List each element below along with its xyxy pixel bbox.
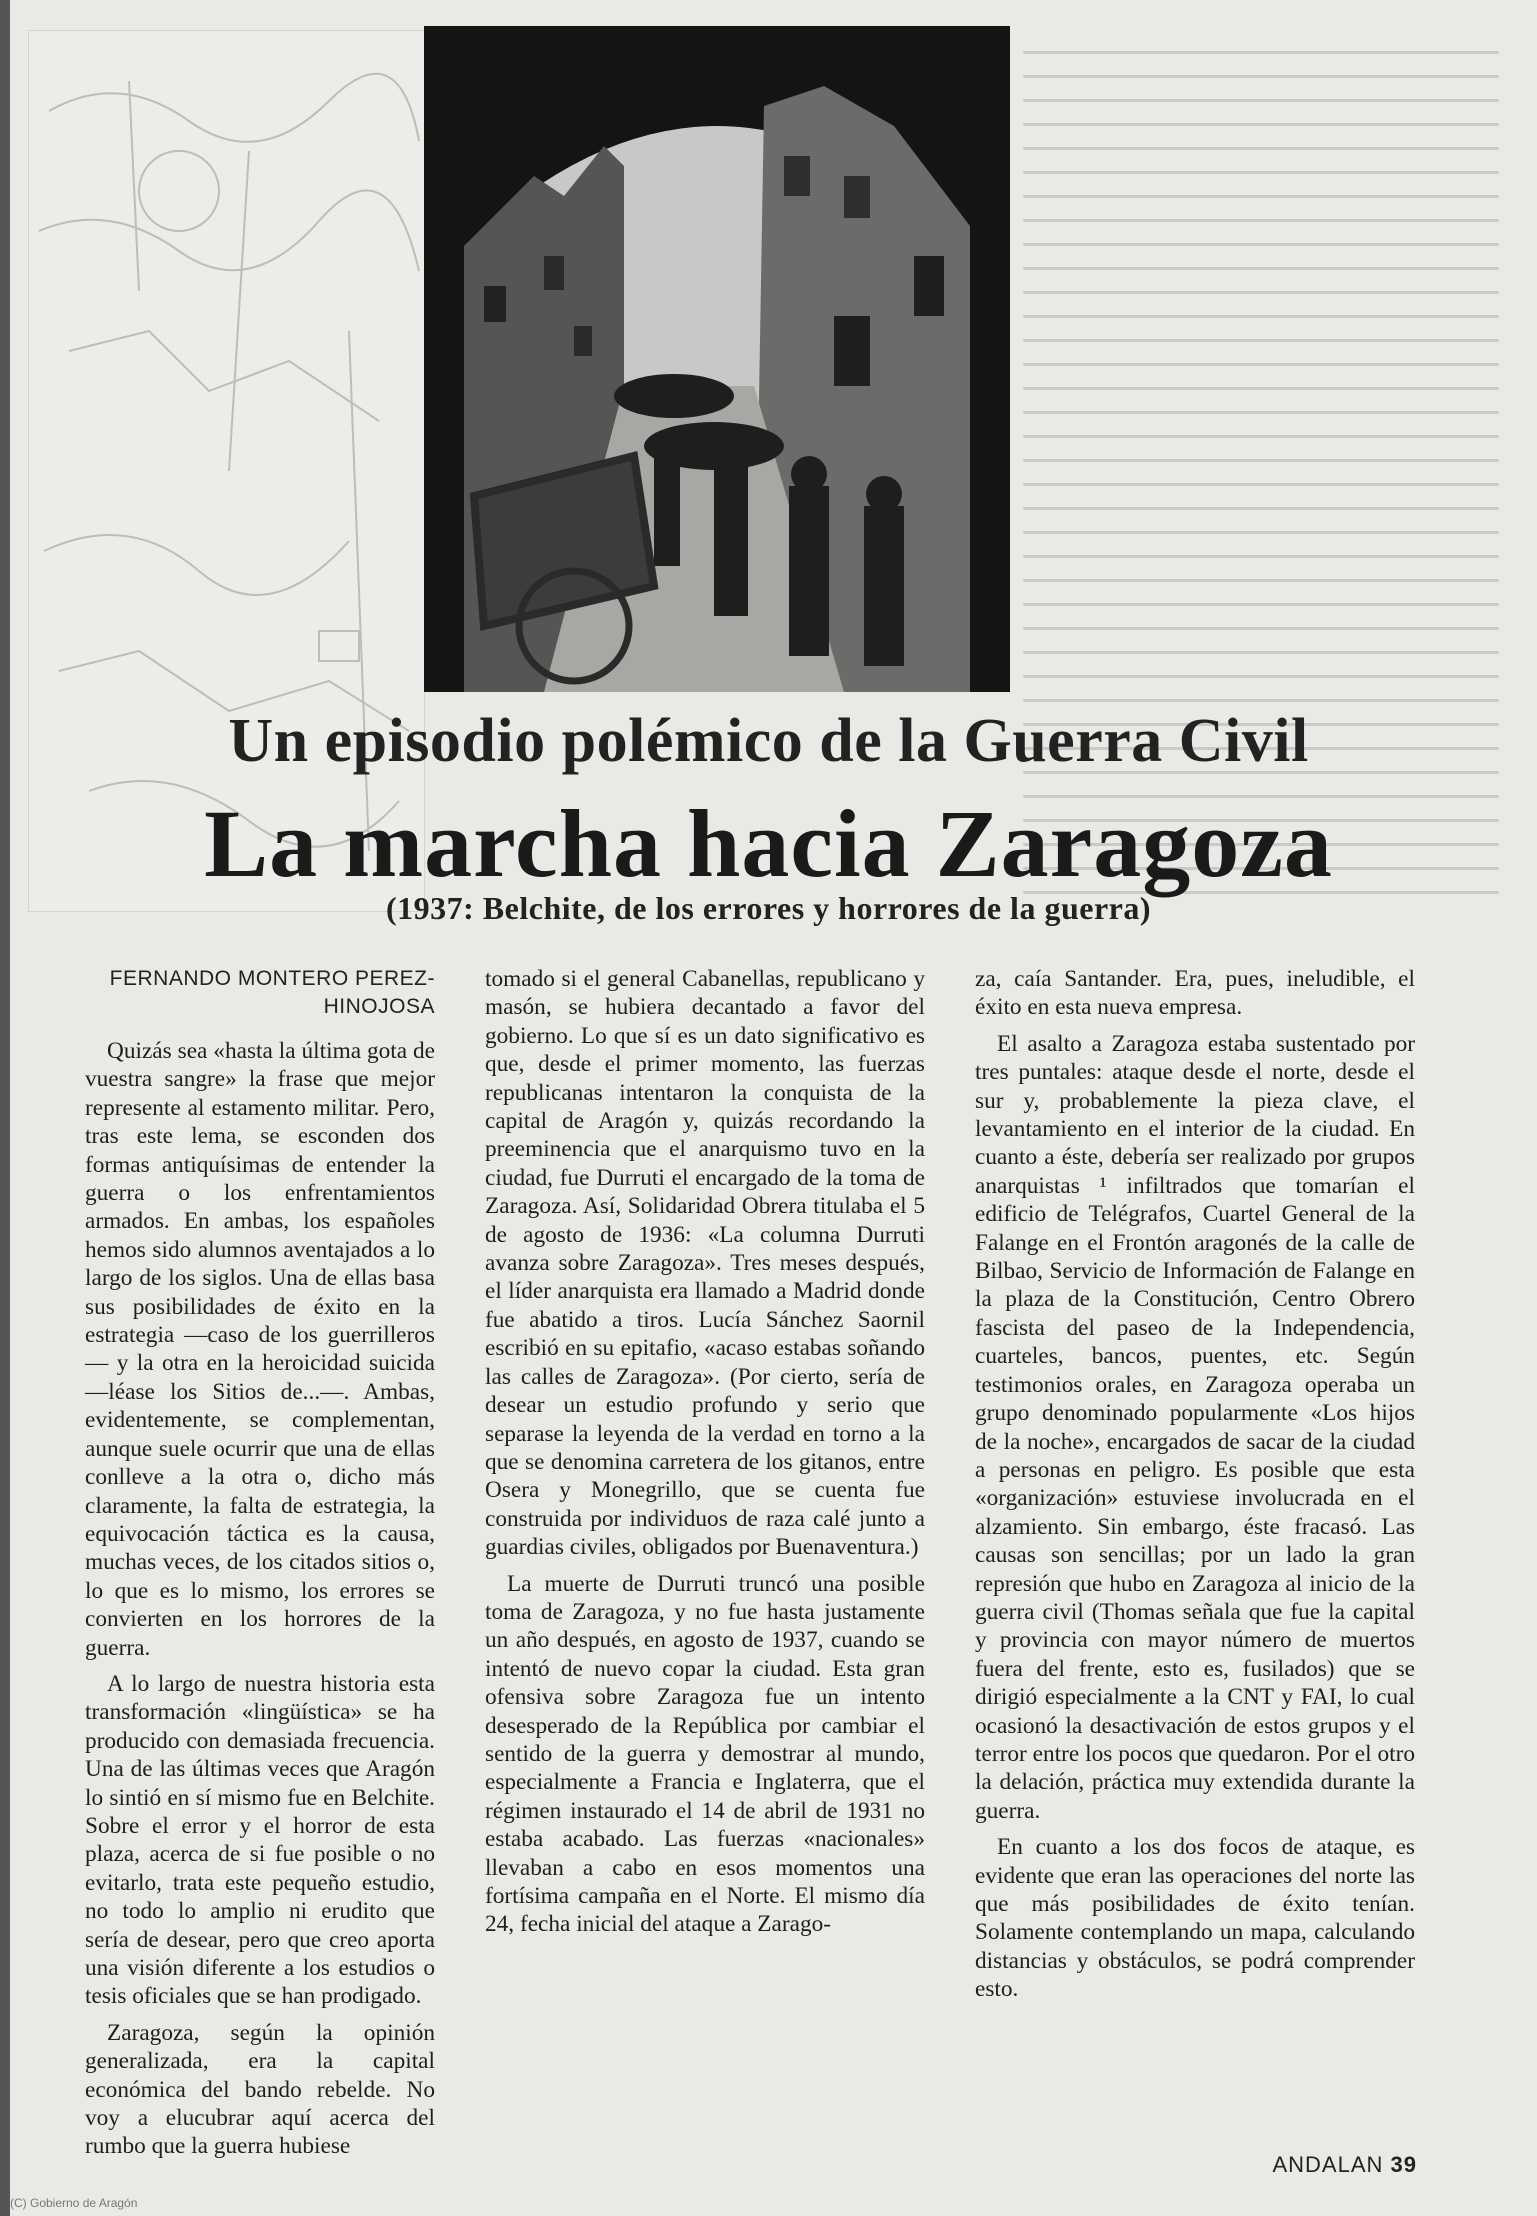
paragraph: za, caía Santander. Era, pues, ineludible, el éxito en esta nueva empresa. [975,966,1415,1021]
kicker: Un episodio polémico de la Guerra Civil [228,707,1309,775]
paragraph: El asalto a Zaragoza estaba sustentado por tres puntales: ataque desde el norte, desde el sur y, probablemente la pieza clave, el levantamiento en el interior de la ciudad. En cuanto a éste, debería ser realizado por grupos anarquistas ¹ infiltrados que tomarían el edificio de Telégrafos, Cuartel General de la Falange en el Frontón aragonés de la calle de Bilbao, Servicio de Información de Falange en la plaza de la Constitución, Centro Obrero fascista del paseo de la Independencia, cuarteles, bancos, puentes, etc. Según testimonios orales, en Zaragoza operaba un grupo denominado popularmente «Los hijos de la noche», encargados de sacar de la ciudad a personas en peligro. Es posible que esta «organización» estuviese involucrada en el alzamiento. Sin embargo, éste fracasó. Las causas son sencillas; por un lado la gran represión que hubo en Zaragoza al inicio de la guerra civil (Thomas señala que fue la capital y provincia con mayor número de muertos fuera del frente, esto es, fusilados) que se dirigió especialmente a la CNT y FAI, lo cual ocasionó la desactivación de estos grupos y el terror entre los pocos que quedaron. Por el otro la delación, práctica muy extendida durante la guerra. [975,1030,1415,1824]
byline: FERNANDO MONTERO PEREZ-HINOJOSA [109,967,435,1018]
page-footer [1272,2152,1417,2178]
article-column-1 [85,965,435,2169]
magazine-name: ANDALAN [1272,2152,1384,2177]
image-credit: (C) Gobierno de Aragón [10,2196,138,2210]
paragraph: tomado si el general Cabanellas, republicano y masón, se hubiera decantado a favor del gobierno. Lo que sí es un dato significativo es que, desde el primer momento, las fuerzas republicanas intentaron la conquista de la capital de Aragón y, quizás recordando la preeminencia que el anarquismo tuvo en la ciudad, fue Durruti el encargado de la toma de Zaragoza. Así, Solidaridad Obrera titulaba el 5 de agosto de 1936: «La columna Durruti avanza sobre Zaragoza». Tres meses después, el líder anarquista era llamado a Madrid donde fue abatido a tiros. Lucía Sánchez Saornil escribió en su epitafio, «acaso estabas soñando las calles de Zaragoza». (Por cierto, sería de desear un estudio profundo y serio que separase la leyenda de la verdad en torno a la que se denomina carretera de los gitanos, entre Osera y Monegrillo, que se cuenta fue construida por individuos de raza calé junto a guardias civiles, obligados por Buenaventura.) [485,966,925,1561]
paragraph: La muerte de Durruti truncó una posible toma de Zaragoza, y no fue hasta justamente un año después, en agosto de 1937, cuando se intentó de nuevo copar la ciudad. Esta gran ofensiva sobre Zaragoza fue un intento desesperado de la República por cambiar el sentido de la guerra y demostrar al mundo, especialmente a Francia e Inglaterra, que el régimen instaurado el 14 de abril de 1931 no estaba acabado. Las fuerzas «nacionales» llevaban a cabo en esos momentos una fortísima campaña en el Norte. El mismo día 24, fecha inicial del ataque a Zarago- [485,1570,925,1938]
street-photo [424,26,1010,692]
paragraph: Quizás sea «hasta la última gota de vuestra sangre» la frase que mejor represente al estamento militar. Pero, tras este lema, se esconden dos formas antiquísimas de entender la guerra o los enfrentamientos armados. En ambas, los españoles hemos sido alumnos aventajados a lo largo de los siglos. Una de ellas basa sus posibilidades de éxito en la estrategia —caso de los guerrilleros— y la otra en la heroicidad suicida —léase los Sitios de...—. Ambas, evidentemente, se complementan, aunque suele ocurrir que una de ellas conlleve a la otra o, dicho más claramente, la falta de estrategia, la equivocación táctica es la causa, muchas veces, de los citados sitios o, lo que es lo mismo, los errores se convierten en los horrores de la guerra. [85,1038,435,1661]
paragraph: Zaragoza, según la opinión generalizada, era la capital económica del bando rebelde. No voy a elucubrar aquí acerca del rumbo que la guerra hubiese [85,2019,435,2160]
paragraph: A lo largo de nuestra historia esta transformación «lingüística» se ha producido con demasiada frecuencia. Una de las últimas veces que Aragón lo sintió en sí mismo fue en Belchite. Sobre el error y el horror de esta plaza, acerca de si fue posible o no evitarlo, trata este pequeño estudio, no todo lo amplio ni erudito que sería de desear, pero que creo aporta una visión diferente a los estudios o tesis oficiales que se han prodigado. [85,1670,435,2010]
page-edge [0,0,10,2216]
headline: La marcha hacia Zaragoza [204,790,1333,897]
background-map-image [28,30,425,912]
page-number: 39 [1390,2152,1417,2177]
paragraph: En cuanto a los dos focos de ataque, es evidente que eran las operaciones del norte las que más posibilidades de éxito tenían. Solamente contemplando un mapa, calculando distancias y obstáculos, se podrá comprender esto. [975,1834,1415,2003]
subhead: (1937: Belchite, de los errores y horrores de la guerra) [385,890,1151,926]
article-column-2 [485,965,925,1947]
article-column-3 [975,965,1415,2012]
background-ghost-text [1015,30,1507,910]
